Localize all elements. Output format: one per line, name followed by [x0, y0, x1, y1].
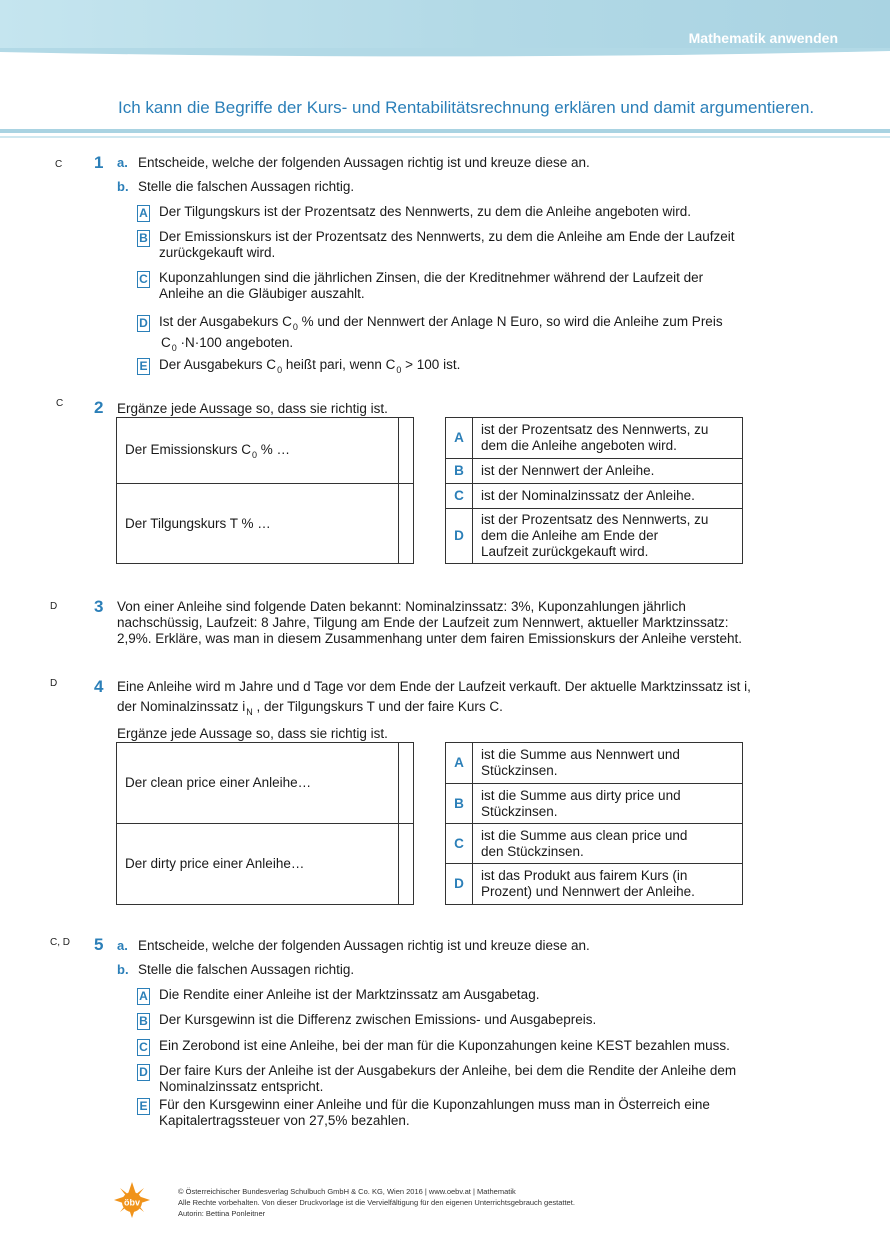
- subtitle-divider: [0, 126, 890, 140]
- q2-option-text-b: ist der Nennwert der Anleihe.: [473, 459, 743, 484]
- q5-b-text: Stelle die falschen Aussagen richtig.: [138, 962, 355, 977]
- q4-answer-field-1[interactable]: [399, 743, 414, 824]
- q1-option-b[interactable]: [137, 229, 735, 260]
- q3-text: Von einer Anleihe sind folgende Daten bekannt: Nominalzinssatz: 3%, Kuponzahlungen jährlich nachschüssig, Laufzeit: 8 Jahre, Tilgung am Ende der Laufzeit zum Nennwert, aktueller Marktzinssatz: 2,9%. Erkläre, was man in diesem Zusammenhang unter dem fairen Emissionskurs der Anleihe versteht.: [117, 599, 743, 646]
- q5-a-label: a.: [117, 938, 128, 953]
- q2-statement-table: [116, 417, 414, 564]
- q4-level: D: [50, 678, 58, 689]
- q3-number: 3: [94, 597, 104, 616]
- header-wave: [0, 48, 890, 58]
- q4-text-line2: der Nominalzinssatz $i_N$ , der Tilgungskurs T und der faire Kurs C.: [117, 699, 503, 717]
- q4-option-text-a: ist die Summe aus Nennwert und Stückzinsen.: [473, 743, 743, 784]
- q5-option-e-line2: Kapitalertragssteuer von 27,5% bezahlen.: [159, 1113, 410, 1128]
- q1-option-d-line2: $C_0 \cdot N\cdot 100$ angeboten.: [161, 335, 294, 353]
- header-label: Mathematik anwenden: [688, 30, 838, 46]
- q1-level: C: [55, 159, 63, 170]
- q5-checkbox-b[interactable]: B: [137, 1013, 150, 1030]
- q5-option-c-text: Ein Zerobond ist eine Anleihe, bei der man für die Kuponzahungen keine KEST bezahlen muss.: [159, 1038, 730, 1053]
- q5-option-d[interactable]: [137, 1063, 737, 1094]
- q1-option-d[interactable]: [137, 314, 723, 353]
- q1-option-c[interactable]: [137, 270, 704, 301]
- q4-instruction: Ergänze jede Aussage so, dass sie richtig ist.: [117, 726, 388, 741]
- q4-option-letter-b: B: [446, 784, 473, 824]
- q2-option-text-a: ist der Prozentsatz des Nennwerts, zu dem die Anleihe angeboten wird.: [473, 418, 743, 459]
- q1-option-a[interactable]: [137, 204, 692, 222]
- q5-option-a-text: Die Rendite einer Anleihe ist der Marktzinssatz am Ausgabetag.: [159, 987, 540, 1002]
- q2-instruction: Ergänze jede Aussage so, dass sie richtig ist.: [117, 401, 388, 416]
- q2-answer-field-1[interactable]: [399, 418, 414, 484]
- q1-option-b-line1: Der Emissionskurs ist der Prozentsatz des Nennwerts, zu dem die Anleihe am Ende der Laufzeit: [159, 229, 735, 244]
- q5-a-text: Entscheide, welche der folgenden Aussagen richtig ist und kreuze diese an.: [138, 938, 590, 953]
- q2-option-text-d: ist der Prozentsatz des Nennwerts, zu dem die Anleihe am Ende der Laufzeit zurückgekauft wird.: [473, 509, 743, 564]
- oebv-logo: [112, 1180, 152, 1220]
- checkbox-c[interactable]: C: [137, 271, 150, 288]
- q2-answer-field-2[interactable]: [399, 484, 414, 564]
- q5-b-label: b.: [117, 962, 129, 977]
- q5-checkbox-a[interactable]: A: [137, 988, 150, 1005]
- q1-option-c-line2: Anleihe an die Gläubiger auszahlt.: [159, 286, 365, 301]
- q4-number: 4: [94, 677, 104, 696]
- q4-answer-field-2[interactable]: [399, 824, 414, 905]
- checkbox-b[interactable]: B: [137, 230, 150, 247]
- q1-option-d-line1: Ist der Ausgabekurs $C_0$ % und der Nennwert der Anlage N Euro, so wird die Anleihe zum Preis: [159, 314, 723, 332]
- q4-option-letter-c: C: [446, 824, 473, 864]
- q2-statement-2: Der Tilgungskurs T % …: [117, 484, 399, 564]
- checkbox-a[interactable]: A: [137, 205, 150, 222]
- q4-option-text-c: ist die Summe aus clean price und den Stückzinsen.: [473, 824, 743, 864]
- q5-option-c[interactable]: [137, 1038, 730, 1056]
- q1-a-label: a.: [117, 155, 128, 170]
- q2-level: C: [56, 398, 64, 409]
- q2-option-text-c: ist der Nominalzinssatz der Anleihe.: [473, 484, 743, 509]
- q1-option-c-line1: Kuponzahlungen sind die jährlichen Zinsen, die der Kreditnehmer während der Laufzeit der: [159, 270, 704, 285]
- q5-option-e[interactable]: [137, 1097, 710, 1128]
- q5-number: 5: [94, 935, 104, 954]
- q5-option-b-text: Der Kursgewinn ist die Differenz zwischen Emissions- und Ausgabepreis.: [159, 1012, 597, 1027]
- q2-number: 2: [94, 398, 104, 417]
- q4-options-table: [445, 742, 743, 905]
- q2-option-letter-d: D: [446, 509, 473, 564]
- q2-option-letter-a: A: [446, 418, 473, 459]
- q4-option-text-b: ist die Summe aus dirty price und Stückzinsen.: [473, 784, 743, 824]
- q5-option-a[interactable]: [137, 987, 540, 1005]
- q5-option-d-line1: Der faire Kurs der Anleihe ist der Ausgabekurs der Anleihe, bei dem die Rendite der Anleihe dem: [159, 1063, 737, 1078]
- checkbox-e[interactable]: E: [137, 358, 150, 375]
- q5-level: C, D: [50, 937, 70, 948]
- q1-option-b-line2: zurückgekauft wird.: [159, 245, 276, 260]
- footer-copyright: © Österreichischer Bundesverlag Schulbuch GmbH & Co. KG, Wien 2016 | www.oebv.at | Mathematik Alle Rechte vorbehalten. Von dieser Druckvorlage ist die Vervielfältigung für den eigenen Unterrichtsgebrauch gestattet. Autorin: Bettina Ponleitner: [178, 1187, 575, 1218]
- q4-text-line1: Eine Anleihe wird m Jahre und d Tage vor dem Ende der Laufzeit verkauft. Der aktuelle Marktzinssatz ist i,: [117, 679, 751, 694]
- q1-option-e[interactable]: [137, 357, 461, 375]
- page-subtitle: Ich kann die Begriffe der Kurs- und Rentabilitätsrechnung erklären und damit argumentieren.: [118, 98, 815, 117]
- q1-option-e-text: Der Ausgabekurs $C_0$ heißt pari, wenn $C_0 > 100$ ist.: [159, 357, 461, 375]
- q5-checkbox-e[interactable]: E: [137, 1098, 150, 1115]
- q5-option-b[interactable]: [137, 1012, 597, 1030]
- q2-options-table: [445, 417, 743, 564]
- q5-option-e-line1: Für den Kursgewinn einer Anleihe und für die Kuponzahlungen muss man in Österreich eine: [159, 1097, 710, 1112]
- q5-checkbox-c[interactable]: C: [137, 1039, 150, 1056]
- oebv-logo-text: öbv: [123, 1197, 141, 1208]
- q4-option-letter-a: A: [446, 743, 473, 784]
- checkbox-d[interactable]: D: [137, 315, 150, 332]
- q4-option-letter-d: D: [446, 864, 473, 905]
- q4-statement-table: [116, 742, 414, 905]
- q2-statement-1: Der Emissionskurs $C_0$ % …: [117, 418, 399, 484]
- q1-b-text: Stelle die falschen Aussagen richtig.: [138, 179, 355, 194]
- q4-option-text-d: ist das Produkt aus fairem Kurs (in Prozent) und Nennwert der Anleihe.: [473, 864, 743, 905]
- q1-number: 1: [94, 153, 104, 172]
- q1-b-label: b.: [117, 179, 129, 194]
- q1-a-text: Entscheide, welche der folgenden Aussagen richtig ist und kreuze diese an.: [138, 155, 590, 170]
- q5-option-d-line2: Nominalzinssatz entspricht.: [159, 1079, 324, 1094]
- q3-level: D: [50, 601, 58, 612]
- q5-checkbox-d[interactable]: D: [137, 1064, 150, 1081]
- q2-option-letter-c: C: [446, 484, 473, 509]
- q2-option-letter-b: B: [446, 459, 473, 484]
- q1-option-a-text: Der Tilgungskurs ist der Prozentsatz des Nennwerts, zu dem die Anleihe angeboten wird.: [159, 204, 692, 219]
- q4-statement-1: Der clean price einer Anleihe…: [117, 743, 399, 824]
- q4-statement-2: Der dirty price einer Anleihe…: [117, 824, 399, 905]
